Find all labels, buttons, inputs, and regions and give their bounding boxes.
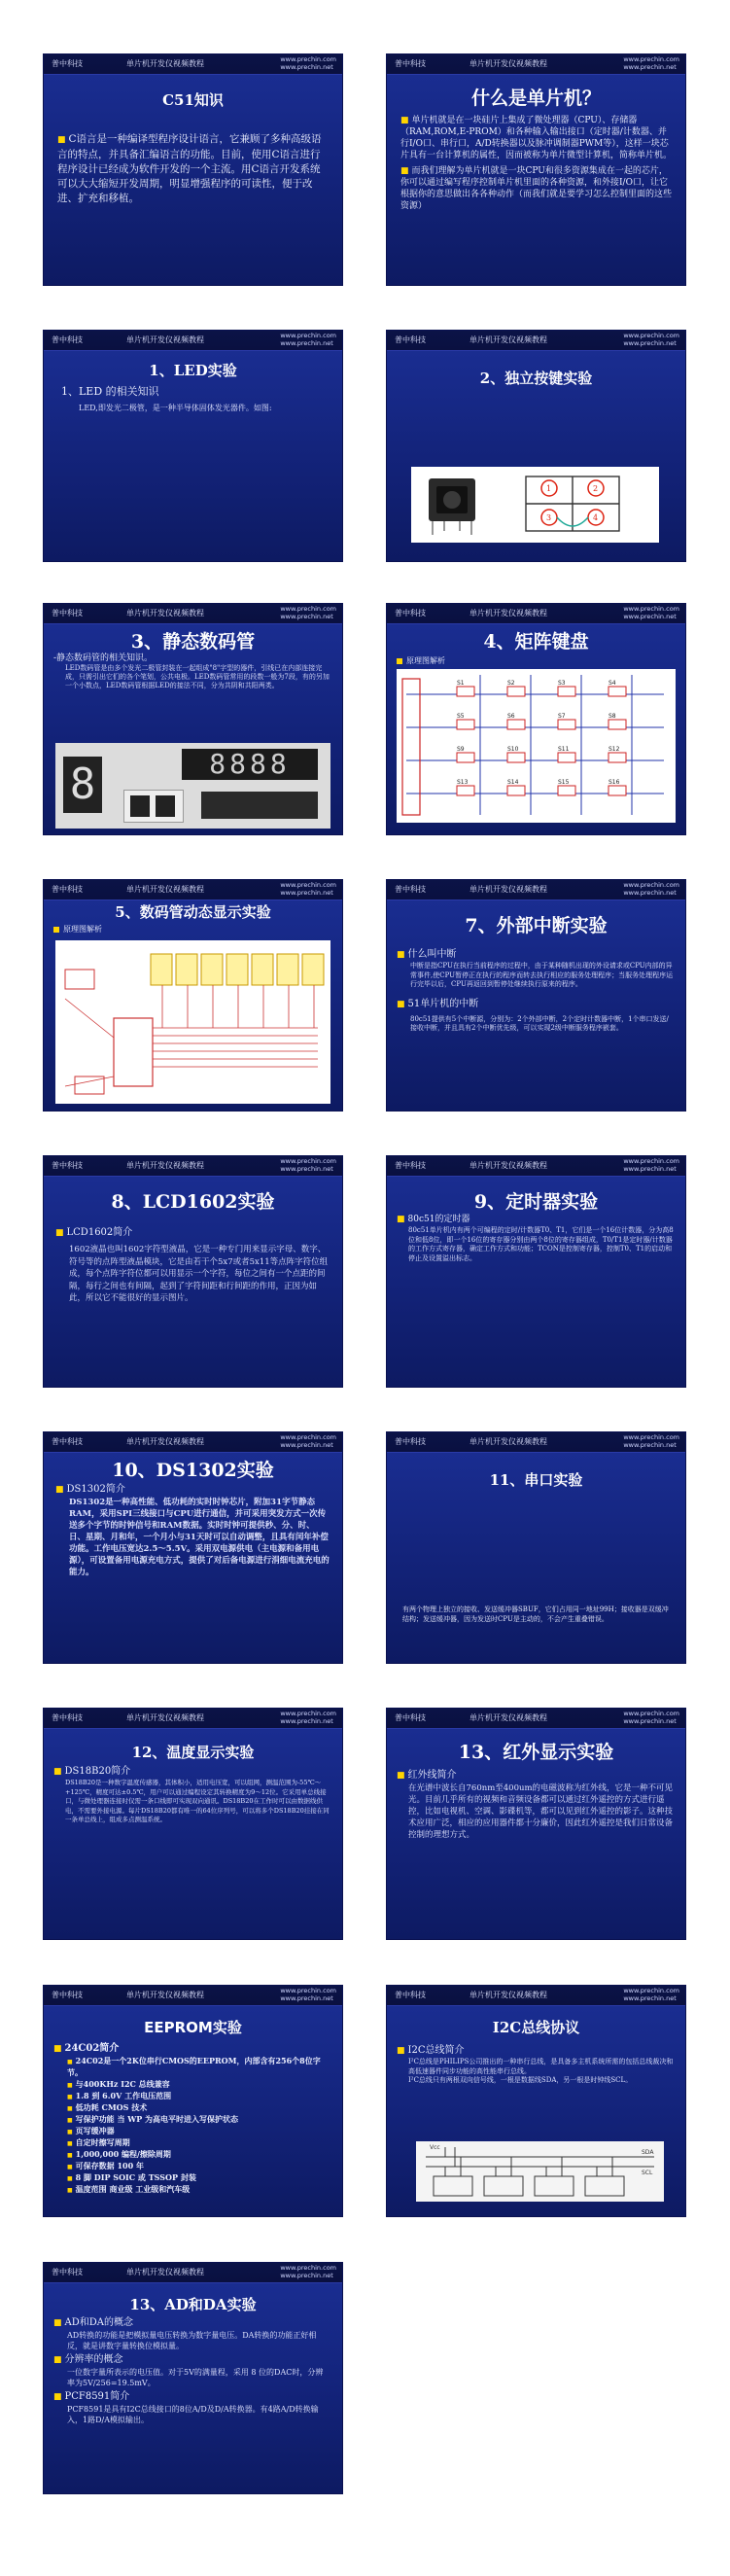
key-label: S6 <box>507 713 515 720</box>
feature-item <box>67 2079 330 2091</box>
url-block <box>280 2264 336 2279</box>
slide-header <box>387 880 685 900</box>
slide-button <box>387 331 685 561</box>
course-label: 单片机开发仪视频教程 <box>126 1713 204 1722</box>
company-label: 普中科技 <box>52 2268 83 2276</box>
bullet-icon <box>397 658 402 664</box>
svg-text:1: 1 <box>546 484 552 493</box>
slide-title: 5、数码管动态显示实验 <box>115 903 271 921</box>
svg-text:4: 4 <box>593 513 599 522</box>
slide-serial <box>387 1432 685 1663</box>
key-switch <box>507 786 525 795</box>
url-2: www.prechin.net <box>280 2272 333 2279</box>
bullet-icon: ■ <box>67 2187 73 2194</box>
url-2: www.prechin.net <box>280 63 333 71</box>
url-block <box>623 332 679 347</box>
url-block <box>623 605 679 620</box>
slide-title: 12、温度显示实验 <box>131 1744 255 1761</box>
slide-led <box>44 331 342 561</box>
url-1: www.prechin.com <box>280 1710 336 1717</box>
seven-seg-image <box>55 743 330 829</box>
url-2: www.prechin.net <box>623 63 677 71</box>
slide-c51 <box>44 54 342 285</box>
course-label: 单片机开发仪视频教程 <box>469 1161 547 1170</box>
url-2: www.prechin.net <box>623 1717 677 1725</box>
pcf8591-description: PCF8591是具有I2C总线接口的8位A/D及D/A转换器。有4路A/D转换输入，1路D/A模拟输出。 <box>67 2405 319 2424</box>
matrix-schematic <box>397 669 676 823</box>
url-1: www.prechin.com <box>623 1157 679 1165</box>
company-label: 普中科技 <box>52 335 83 344</box>
url-block <box>280 1710 336 1725</box>
feature-text: 页写缓冲器 <box>75 2126 115 2135</box>
bullet-icon: ■ <box>67 2082 73 2089</box>
slide-title: 3、静态数码管 <box>130 631 256 653</box>
pcf8591-heading: PCF8591简介 <box>64 2391 130 2402</box>
key-switch <box>558 786 575 795</box>
url-block <box>280 332 336 347</box>
course-label: 单片机开发仪视频教程 <box>126 609 204 618</box>
company-label: 普中科技 <box>52 609 83 618</box>
course-label: 单片机开发仪视频教程 <box>126 1161 204 1170</box>
slide-interrupt <box>387 880 685 1111</box>
i2c-description: I²C总线是PHILIPS公司推出的一种串行总线，是具备多主机系统所需的包括总线裁决和高低速器件同步功能的高性能串行总线。 <box>408 2058 674 2075</box>
led-description: LED,即发光二极管，是一种半导体固体发光器件。如图: <box>79 404 272 412</box>
slide-header <box>44 1156 342 1177</box>
feature-text: 写保护功能 当 WP 为高电平时进入写保护状态 <box>75 2114 239 2124</box>
feature-text: 1.8 到 6.0V 工作电压范围 <box>75 2091 172 2100</box>
bullet-icon: ■ <box>53 2044 62 2054</box>
slide-title: 1、LED实验 <box>149 362 237 379</box>
slide-static-seg <box>44 604 342 834</box>
key-label: S5 <box>457 713 465 720</box>
ds18b20-heading: DS18B20简介 <box>64 1766 131 1777</box>
interrupt-description: 中断是指CPU在执行当前程序的过程中，由于某种随机出现的外设请求或CPU内部的异常事件,使CPU暂停正在执行的程序而转去执行相应的服务处理程序；当服务处理程序运行完毕以后，CPU再返回到暂停处继续执行原来的程序。 <box>410 962 674 988</box>
feature-item <box>67 2126 330 2137</box>
vcc-label: Vcc <box>430 2144 440 2151</box>
course-label: 单片机开发仪视频教程 <box>126 2268 204 2276</box>
url-1: www.prechin.com <box>280 1433 336 1441</box>
url-1: www.prechin.com <box>623 55 679 63</box>
key-label: S12 <box>608 746 620 753</box>
course-label: 单片机开发仪视频教程 <box>126 1437 204 1446</box>
url-block <box>623 881 679 897</box>
bullet-icon: ■ <box>67 2164 73 2170</box>
bullet-icon: ■ <box>67 2105 73 2112</box>
course-label: 单片机开发仪视频教程 <box>469 885 547 894</box>
key-label: S8 <box>608 713 616 720</box>
key-switch <box>608 753 626 762</box>
slide-title: 9、定时器实验 <box>473 1191 599 1213</box>
c51-text: C语言是一种编译型程序设计语言，它兼顾了多种高级语言的特点，并具备汇编语言的功能。目前，使用C语言进行程序设计已经成为软件开发的一个主流。用C语言开发系统可以大大缩短开发周期，明显增强程序的可读性，便于改进、扩充和移植。 <box>57 133 322 204</box>
bullet-icon: ■ <box>53 2355 62 2365</box>
slide-body <box>53 654 330 690</box>
slide-header <box>387 54 685 75</box>
slide-body <box>55 1226 330 1305</box>
key-label: S16 <box>608 779 620 786</box>
url-1: www.prechin.com <box>623 1710 679 1717</box>
course-label: 单片机开发仪视频教程 <box>126 59 204 68</box>
slide-title: 10、DS1302实验 <box>112 1460 274 1481</box>
bullet-icon: ■ <box>67 2175 73 2182</box>
adda-heading: AD和DA的概念 <box>64 2317 133 2328</box>
slide-title: 什么是单片机？ <box>470 88 601 109</box>
url-1: www.prechin.com <box>280 55 336 63</box>
course-label: 单片机开发仪视频教程 <box>126 885 204 894</box>
interrupt-51-heading: 51单片机的中断 <box>407 998 479 1009</box>
bullet-icon: ■ <box>67 2129 73 2135</box>
key-label: S1 <box>457 680 465 687</box>
scl-label: SCL <box>642 2170 653 2176</box>
slide-header <box>44 604 342 624</box>
timer-heading: 80c51的定时器 <box>407 1215 470 1224</box>
dynamic-seg-schematic <box>55 940 330 1104</box>
url-2: www.prechin.net <box>623 613 677 620</box>
bullet-icon: ■ <box>400 166 409 176</box>
feature-item <box>67 2172 330 2184</box>
i2c-heading: I2C总线简介 <box>407 2045 465 2056</box>
slide-title: 4、矩阵键盘 <box>483 631 589 653</box>
feature-text: 与400KHz I2C 总线兼容 <box>75 2079 170 2089</box>
feature-text: 可保存数据 100 年 <box>75 2161 144 2170</box>
mcu-explanation: 而我们理解为单片机就是一块CPU和很多资源集成在一起的芯片，你可以通过编写程序控制单片机里面的各种资源，和外接I/O口，让它根据你的意思做出各各种动作（而我们就是要学习怎么控制里面的这些资源） <box>400 166 673 211</box>
slide-body <box>57 132 330 206</box>
feature-item <box>67 2137 330 2149</box>
key-switch <box>507 753 525 762</box>
url-1: www.prechin.com <box>623 332 679 339</box>
slide-lcd1602 <box>44 1156 342 1387</box>
slide-temperature <box>44 1709 342 1939</box>
feature-item <box>67 2161 330 2172</box>
bullet-icon: ■ <box>67 2094 73 2100</box>
bullet-icon: ■ <box>67 2117 73 2124</box>
four-digit-display: 8888 <box>182 749 318 780</box>
feature-item <box>67 2102 330 2114</box>
button-image <box>411 467 659 543</box>
url-2: www.prechin.net <box>280 339 333 347</box>
slide-title: 7、外部中断实验 <box>465 915 608 936</box>
url-block <box>623 1987 679 2002</box>
slide-title: 13、红外显示实验 <box>458 1742 614 1763</box>
bullet-icon: ■ <box>57 135 66 145</box>
company-label: 普中科技 <box>52 1991 83 1999</box>
slide-body <box>397 948 674 1034</box>
feature-list <box>53 2079 330 2196</box>
url-2: www.prechin.net <box>280 1441 333 1449</box>
svg-text:3: 3 <box>546 513 552 522</box>
slide-body <box>55 1483 330 1578</box>
slide-body <box>53 1765 330 1825</box>
company-label: 普中科技 <box>395 1713 426 1722</box>
slide-eeprom <box>44 1986 342 2216</box>
slide-body <box>397 1769 674 1841</box>
key-label: S4 <box>608 680 616 687</box>
bullet-icon: ■ <box>67 2059 73 2065</box>
bullet-icon: ■ <box>53 2318 62 2328</box>
url-2: www.prechin.net <box>623 1441 677 1449</box>
svg-text:2: 2 <box>593 484 599 493</box>
key-switch <box>608 720 626 729</box>
course-label: 单片机开发仪视频教程 <box>469 1713 547 1722</box>
slide-body <box>400 115 674 216</box>
url-block <box>623 55 679 71</box>
slide-mcu <box>387 54 685 285</box>
url-block <box>280 55 336 71</box>
url-2: www.prechin.net <box>280 1717 333 1725</box>
feature-item <box>67 2149 330 2161</box>
key-label: S15 <box>558 779 570 786</box>
company-label: 普中科技 <box>52 1437 83 1446</box>
url-block <box>623 1710 679 1725</box>
feature-text: 自定时擦写周期 <box>75 2137 130 2147</box>
url-1: www.prechin.com <box>623 1433 679 1441</box>
bullet-icon: ■ <box>53 1767 62 1777</box>
i2c-lines: I²C总线只有两根双向信号线，一根是数据线SDA，另一根是时钟线SCL。 <box>408 2076 633 2084</box>
key-switch <box>457 720 474 729</box>
slide-header <box>44 2263 342 2283</box>
eeprom-heading: 24C02简介 <box>64 2043 120 2054</box>
course-label: 单片机开发仪视频教程 <box>469 335 547 344</box>
adda-description: AD转换的功能是把模拟量电压转换为数字量电压。DA转换的功能正好相反，就是讲数字量转换位模拟量。 <box>67 2331 317 2350</box>
url-1: www.prechin.com <box>280 1157 336 1165</box>
url-block <box>280 1987 336 2002</box>
led-heading: 1、LED 的相关知识 <box>61 385 159 398</box>
key-switch <box>558 720 575 729</box>
key-switch <box>457 687 474 696</box>
key-switch <box>558 687 575 696</box>
course-label: 单片机开发仪视频教程 <box>126 335 204 344</box>
slide-header <box>44 1709 342 1729</box>
company-label: 普中科技 <box>395 1437 426 1446</box>
bullet-icon: ■ <box>53 2392 62 2402</box>
bullet-icon: ■ <box>400 116 409 125</box>
slide-adda <box>44 2263 342 2493</box>
key-switch <box>558 753 575 762</box>
slide-title: I2C总线协议 <box>492 2019 580 2036</box>
port-connector <box>402 679 420 815</box>
ir-heading: 红外线简介 <box>407 1770 457 1781</box>
ir-description: 在光谱中波长自760nm至400um的电磁波称为红外线，它是一种不可见光。目前几乎所有的视频和音频设备都可以通过红外遥控的方式进行遥控，比如电视机、空调、影碟机等，都可以见到红外遥控的影子。这种技术应用广泛，相应的应用器件都十分廉价，因此红外遥控是我们日常设备控制的理想方式。 <box>408 1783 674 1840</box>
course-label: 单片机开发仪视频教程 <box>126 1991 204 1999</box>
feature-text: 8 脚 DIP SOIC 或 TSSOP 封装 <box>75 2172 196 2182</box>
key-switch <box>507 687 525 696</box>
url-block <box>280 881 336 897</box>
bullet-icon: ■ <box>397 999 405 1009</box>
url-2: www.prechin.net <box>280 889 333 897</box>
url-block <box>623 1433 679 1449</box>
mcu-definition: 单片机就是在一块硅片上集成了微处理器（CPU）、存储器（RAM,ROM,E-PROM）和各种输入输出接口（定时器/计数器、并行I/O口、串行口，A/D转换器以及脉冲调制器PWM等），这样一块芯片具有一台计算机的属性，因而被称为单片微型计算机，简称单片机。 <box>400 116 673 160</box>
slide-title: 8、LCD1602实验 <box>111 1191 275 1213</box>
bullet-icon: ■ <box>397 1771 405 1781</box>
url-2: www.prechin.net <box>280 1994 333 2002</box>
bullet-icon: ■ <box>397 1215 405 1224</box>
url-block <box>280 1157 336 1173</box>
url-1: www.prechin.com <box>280 332 336 339</box>
key-label: S9 <box>457 746 465 753</box>
company-label: 普中科技 <box>395 609 426 618</box>
company-label: 普中科技 <box>395 885 426 894</box>
feature-text: 1,000,000 编程/擦除周期 <box>75 2149 171 2159</box>
bullet-icon: ■ <box>55 1485 64 1495</box>
bullet-icon: ■ <box>67 2140 73 2147</box>
key-label: S7 <box>558 713 566 720</box>
key-label: S14 <box>507 779 519 786</box>
key-label: S3 <box>558 680 566 687</box>
key-label: S10 <box>507 746 519 753</box>
slide-i2c <box>387 1986 685 2216</box>
resolution-description: 一位数字量所表示的电压值。对于5V的满量程，采用 8 位的DAC时，分辨率为5V/256=19.5mV。 <box>67 2368 324 2387</box>
course-label: 单片机开发仪视频教程 <box>469 1991 547 1999</box>
slide-body <box>397 1213 674 1263</box>
slide-body <box>61 385 330 413</box>
seg-description: LED数码管是由多个发光二极管封装在一起组成"8"字型的器件，引线已在内部连接完成，只需引出它们的各个笔划，公共电极。LED数码管常用的段数一般为7段，有的另加一个小数点，LED数码管根据LED的接法不同，分为共阴和共阳两类。 <box>65 663 330 689</box>
key-label: S13 <box>457 779 469 786</box>
slide-body <box>402 1606 674 1624</box>
course-label: 单片机开发仪视频教程 <box>469 59 547 68</box>
feature-text: 温度范围 商业级 工业级和汽车级 <box>75 2184 191 2194</box>
i2c-diagram <box>416 2141 664 2202</box>
slide-header <box>387 604 685 624</box>
key-switch <box>608 786 626 795</box>
url-1: www.prechin.com <box>623 605 679 613</box>
company-label: 普中科技 <box>52 59 83 68</box>
slide-body <box>397 2044 674 2086</box>
company-label: 普中科技 <box>395 1991 426 1999</box>
slide-header <box>44 1432 342 1453</box>
slide-ds1302 <box>44 1432 342 1663</box>
course-label: 单片机开发仪视频教程 <box>469 1437 547 1446</box>
feature-item <box>67 2184 330 2196</box>
url-1: www.prechin.com <box>280 2264 336 2272</box>
slide-infrared <box>387 1709 685 1939</box>
slide-header <box>387 1156 685 1177</box>
serial-description: 有两个物理上独立的接收、发送缓冲器SBUF，它们占用同一地址99H；接收器是双缓冲结构；发送缓冲器，因为发送时CPU是主动的，不会产生重叠错误。 <box>402 1606 669 1623</box>
company-label: 普中科技 <box>395 59 426 68</box>
slide-matrix-key <box>387 604 685 834</box>
bullet-icon: ■ <box>397 950 405 960</box>
slide-title: 11、串口实验 <box>489 1471 583 1489</box>
company-label: 普中科技 <box>52 1713 83 1722</box>
url-block <box>280 1433 336 1449</box>
sda-label: SDA <box>642 2149 654 2156</box>
url-block <box>280 605 336 620</box>
course-label: 单片机开发仪视频教程 <box>469 609 547 618</box>
slide-body <box>53 2042 330 2196</box>
ds1302-heading: DS1302简介 <box>66 1484 125 1495</box>
bullet-icon: ■ <box>55 1228 64 1238</box>
slide-body <box>53 2316 330 2425</box>
slide-title: 13、AD和DA实验 <box>129 2296 257 2313</box>
ds18b20-description: DS18B20是一种数字温度传感器，其体积小，适用电压宽，可以组网，测温范围为-55℃～+125℃，精度可达±0.5℃，用户可以通过编程设定其转换精度为9～12位。它采用单总线接口，与微处理器连接时仅需一条口线即可实现双向通讯。DS18B20在工作时可以由数据线供电，不需要外接电源。每片DS18B20都有唯一的64位序列号，可以将多个DS18B20挂接在同一条单总线上，组成多点测温系统。 <box>65 1779 330 1823</box>
slide-title: C51知识 <box>162 91 224 109</box>
key-switch <box>457 753 474 762</box>
url-2: www.prechin.net <box>280 613 333 620</box>
interrupt-51-description: 80c51提供有5个中断源，分别为：2个外部中断，2个定时计数器中断，1个串口发送/接收中断，并且具有2个中断优先级，可以实现2级中断服务程序嵌套。 <box>410 1014 669 1032</box>
ds1302-description: DS1302是一种高性能、低功耗的实时时钟芯片，附加31字节静态RAM，采用SPI三线接口与CPU进行通信，并可采用突发方式一次传送多个字节的时钟信号和RAM数据。实时时钟可提供秒、分、时、日、星期、月和年，一个月小与31天时可以自动调整，且具有闰年补偿功能。工作电压宽达2.5～5.5V。采用双电源供电（主电源和备用电源），可设置备用电源充电方式，提供了对后备电源进行涓细电流充电的能力。 <box>69 1498 330 1577</box>
slide-title: EEPROM实验 <box>144 2019 242 2036</box>
resolution-heading: 分辨率的概念 <box>64 2354 123 2365</box>
slide-header <box>44 880 342 900</box>
feature-item <box>67 2091 330 2102</box>
slide-title: 2、独立按键实验 <box>479 370 593 387</box>
company-label: 普中科技 <box>395 1161 426 1170</box>
url-1: www.prechin.com <box>623 881 679 889</box>
slide-header <box>387 1709 685 1729</box>
url-2: www.prechin.net <box>623 1994 677 2002</box>
url-1: www.prechin.com <box>280 881 336 889</box>
bullet-icon <box>53 927 59 933</box>
company-label: 普中科技 <box>395 335 426 344</box>
slide-dynamic-seg <box>44 880 342 1111</box>
url-2: www.prechin.net <box>623 889 677 897</box>
slide-body <box>397 655 674 666</box>
slide-body <box>53 924 330 935</box>
key-switch <box>457 786 474 795</box>
url-1: www.prechin.com <box>280 1987 336 1994</box>
key-switch <box>507 720 525 729</box>
feature-item <box>67 2114 330 2126</box>
dual-digit-display <box>123 790 184 823</box>
schematic-label: 原理图解析 <box>63 925 102 934</box>
bullet-icon: ■ <box>397 2046 405 2056</box>
segment-bar-display <box>201 792 318 819</box>
slide-header <box>387 331 685 351</box>
url-2: www.prechin.net <box>623 339 677 347</box>
lcd-heading: LCD1602简介 <box>66 1227 133 1238</box>
key-label: S11 <box>558 746 570 753</box>
key-label: S2 <box>507 680 515 687</box>
company-label: 普中科技 <box>52 885 83 894</box>
schematic-label: 原理图解析 <box>406 656 445 665</box>
url-1: www.prechin.com <box>280 605 336 613</box>
slide-header <box>387 1986 685 2006</box>
slide-header <box>44 331 342 351</box>
company-label: 普中科技 <box>52 1161 83 1170</box>
single-digit: 8 <box>63 757 102 813</box>
key-switch <box>608 687 626 696</box>
lcd-description: 1602液晶也叫1602字符型液晶，它是一种专门用来显示字母、数字、符号等的点阵型液晶模块，它是由若干个5x7或者5x11等点阵字符位组成，每个点阵字符位都可以用显示一个字符，每位之间有一个点距的间隔，每行之间也有间隔，起到了字符间距和行间距的作用，正因为如此，所以它不能很好的显示图片。 <box>69 1245 329 1303</box>
slide-header <box>44 54 342 75</box>
timer-description: 80c51单片机内有两个可编程的定时/计数器T0、T1，它们是一个16位计数器，分为高8位和低8位，即一个16位的寄存器分别由两个8位的寄存器组成，T0/T1是定时器/计数器的工作方式寄存器，确定工作方式和功能；TCON是控制寄存器，控制T0、T1的启动和停止及设置溢出标志。 <box>408 1226 674 1262</box>
slide-header <box>44 1986 342 2006</box>
seg-heading: -静态数码管的相关知识。 <box>53 653 154 663</box>
url-1: www.prechin.com <box>623 1987 679 1994</box>
interrupt-heading: 什么叫中断 <box>407 949 457 960</box>
bullet-icon: ■ <box>67 2152 73 2159</box>
url-block <box>623 1157 679 1173</box>
eeprom-description: 24C02是一个2K位串行CMOS的EEPROM，内部含有256个8位字节。 <box>67 2056 321 2077</box>
feature-text: 低功耗 CMOS 技术 <box>75 2102 148 2112</box>
url-2: www.prechin.net <box>623 1165 677 1173</box>
url-2: www.prechin.net <box>280 1165 333 1173</box>
slide-timer <box>387 1156 685 1387</box>
slide-header <box>387 1432 685 1453</box>
